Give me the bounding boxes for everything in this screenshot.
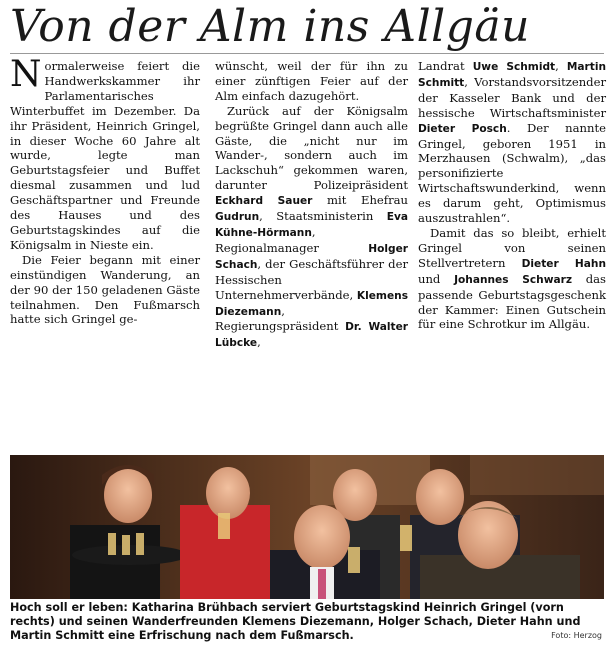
text: , Staatsministerin: [259, 209, 387, 224]
person-name: Uwe Schmidt: [472, 61, 556, 73]
text: , Vorstandsvorsitzender der Kasseler Bank und der hessische Wirtschaftsminister: [418, 74, 606, 120]
person-name: Dieter Hahn: [521, 257, 607, 270]
person-name: Holger Schach: [215, 242, 408, 271]
article-column-1: [10, 54, 200, 327]
article-column-2: [215, 59, 408, 351]
headline-rule: [10, 53, 604, 54]
text: Damit das so bleibt, erhielt Gringel von seinen Stellvertretern: [418, 225, 606, 270]
paragraph: [10, 54, 200, 253]
person-name: Dr. Walter Lübcke: [215, 321, 408, 350]
group-photo: [10, 455, 604, 599]
person-name: Johannes Schwarz: [454, 273, 573, 286]
paragraph: wünscht, weil der für ihn zu einer zünftigen Feier auf der Alm einfach dazugehört.: [215, 59, 408, 103]
paragraph-text: ormalerweise feiert die Handwerkskammer ihr Parlamentarisches Winterbuffet im Dezember. Da ihr Präsident, Heinrich Gringel, in dieser Woche 60 Jahre alt wurde, legte man Geburtstagsfeier und Buffet diesmal zusammen und lud Geschäftspartner und Freunde des Hauses und des Geburtstagskindes auf die Königsalm in Nieste ein.: [10, 59, 200, 252]
text: ,: [555, 59, 567, 73]
photo-caption: Hoch soll er leben: Katharina Brühbach serviert Geburtstagskind Heinrich Gringel (vorn rechts) und seinen Wanderfreunden Klemens Diezemann, Holger Schach, Dieter Hahn und Martin Schmitt eine Erfrischung nach dem Fußmarsch.: [10, 601, 581, 643]
person-name: Gudrun: [215, 211, 260, 224]
person-name: Dieter Posch: [418, 122, 507, 135]
person-name: Eckhard Sauer: [215, 195, 313, 208]
text: . Der nannte Gringel, geboren 1951 in Merzhausen (Schwalm), „das personifizierte Wirtschaftswunderkind, wenn es darum geht, Optimismus auszustrahlen“.: [418, 120, 606, 226]
text: und: [418, 271, 455, 286]
text: ,: [257, 335, 261, 350]
article-column-3: [418, 59, 606, 332]
text: mit Ehefrau: [312, 193, 408, 208]
text: das passende Geburtstagsgeschenk der Kammer: Einen Gutschein für eine Schrotkur im Allgäu.: [418, 271, 607, 332]
drop-cap: N: [10, 54, 42, 95]
paragraph: Die Feier begann mit einer einstündigen Wanderung, an der 90 der 150 geladenen Gäste teilnahmen. Den Fußmarsch hatte sich Gringel ge-: [10, 252, 200, 327]
paragraph: [215, 104, 408, 352]
photo-credit: Foto: Herzog: [551, 631, 602, 640]
person-name: Martin Schmitt: [418, 61, 606, 89]
text: , der Geschäftsführer der Hessischen Unternehmerverbände,: [215, 256, 408, 302]
photo-illustration: [10, 455, 604, 599]
paragraph: [418, 226, 606, 332]
text: Zurück auf der Königsalm begrüßte Gringel dann auch alle Gäste, die „nicht nur im Wander-, sondern auch im Lackschuh“ gekommen waren, darunter Polizeipräsident: [215, 103, 408, 193]
person-name: Eva Kühne-Hörmann: [215, 211, 408, 239]
headline: Von der Alm ins Allgäu: [10, 1, 530, 52]
text: , Regionalmanager: [215, 224, 369, 255]
person-name: Klemens Diezemann: [215, 289, 409, 318]
text: Landrat: [418, 59, 473, 73]
paragraph: [418, 59, 606, 226]
text: , Regierungspräsident: [215, 303, 346, 334]
